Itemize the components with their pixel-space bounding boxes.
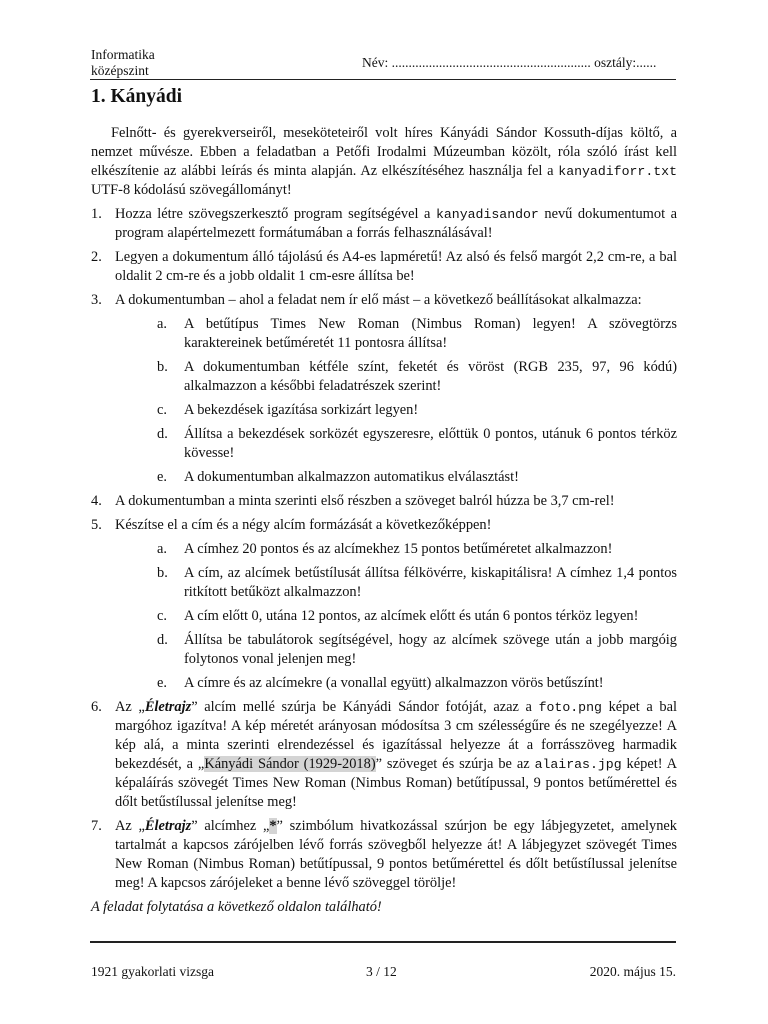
task-number: 1. bbox=[91, 206, 102, 222]
subtask-letter: e. bbox=[157, 675, 167, 691]
subheading-reference: Életrajz bbox=[144, 699, 192, 715]
task-text-part: ” szöveget és szúrja be az bbox=[375, 756, 535, 772]
subtask-5c bbox=[91, 607, 677, 626]
asterisk-symbol: * bbox=[269, 818, 277, 834]
subtask-text: A betűtípus Times New Roman (Nimbus Roman) legyen! A szövegtörzs karaktereinek betűméretét 11 pontosra állítsa! bbox=[184, 316, 677, 351]
subtask-letter: a. bbox=[157, 541, 167, 557]
subtask-letter: b. bbox=[157, 359, 168, 375]
task-number: 6. bbox=[91, 699, 102, 715]
task-text: A dokumentumban – ahol a feladat nem ír elő mást – a következő beállításokat alkalmazza: bbox=[115, 292, 642, 308]
document-filename: kanyadisandor bbox=[435, 207, 539, 222]
task-text: Legyen a dokumentum álló tájolású és A4-es lapméretű! Az alsó és felső margót 2,2 cm-re, a bal oldalit 2 cm-re és a jobb oldalit 1 cm-esre állítsa be! bbox=[115, 249, 677, 284]
header-subject-line2: középszint bbox=[91, 62, 149, 78]
subtask-text: A dokumentumban alkalmazzon automatikus elválasztást! bbox=[184, 469, 519, 485]
footer-page-number: 3 / 12 bbox=[366, 964, 397, 979]
subtask-text: A címre és az alcímekre (a vonallal együtt) alkalmazzon vörös betűszínt! bbox=[184, 675, 604, 691]
task-text: A dokumentumban a minta szerinti első részben a szöveget balról húzza be 3,7 cm-rel! bbox=[115, 493, 615, 509]
task-text-part: Az „ bbox=[115, 818, 145, 834]
task-item-3 bbox=[91, 291, 677, 310]
subtask-5e bbox=[91, 674, 677, 693]
subtask-letter: e. bbox=[157, 469, 167, 485]
intro-text-end: UTF-8 kódolású szövegállományt! bbox=[91, 182, 292, 198]
subtask-letter: d. bbox=[157, 632, 168, 648]
task-number: 7. bbox=[91, 818, 102, 834]
subtask-text: A cím előtt 0, utána 12 pontos, az alcímek előtt és után 6 pontos térköz legyen! bbox=[184, 608, 639, 624]
task-text-part: képet! A képaláírás szövegét Times New Roman (Nimbus Roman) betűtípussal, 9 pontos betűmérettel és dőlt betűstílussal jelenítse meg! bbox=[115, 756, 678, 810]
subheading-reference: Életrajz bbox=[144, 818, 192, 834]
subtask-letter: a. bbox=[157, 316, 167, 332]
task-number: 2. bbox=[91, 249, 102, 265]
continuation-note: A feladat folytatása a következő oldalon található! bbox=[91, 899, 382, 915]
task-item-1 bbox=[91, 205, 677, 243]
subtask-3b bbox=[91, 358, 677, 396]
task-text-part: ” alcím mellé szúrja be Kányádi Sándor fotóját, azaz a bbox=[191, 699, 539, 715]
subtask-text: A bekezdések igazítása sorkizárt legyen! bbox=[184, 402, 419, 418]
subtask-letter: b. bbox=[157, 565, 168, 581]
source-filename: kanyadiforr.txt bbox=[558, 164, 677, 179]
task-number: 4. bbox=[91, 493, 102, 509]
highlighted-text: Kányádi Sándor (1929-2018) bbox=[204, 756, 376, 772]
task-text-part: ” alcímhez „ bbox=[191, 818, 270, 834]
task-number: 5. bbox=[91, 517, 102, 533]
task-text: Készítse el a cím és a négy alcím formázását a következőképpen! bbox=[115, 517, 492, 533]
subtask-letter: c. bbox=[157, 608, 167, 624]
intro-paragraph bbox=[91, 124, 677, 200]
task-number: 3. bbox=[91, 292, 102, 308]
subtask-text: Állítsa be tabulátorok segítségével, hogy az alcímek szövege után a jobb margóig folytonos vonal jelenjen meg! bbox=[184, 632, 677, 667]
subtask-3a bbox=[91, 315, 677, 353]
task-item-2 bbox=[91, 248, 677, 286]
task-item-4 bbox=[91, 492, 677, 511]
subtask-text: A cím, az alcímek betűstílusát állítsa félkövérre, kiskapitálisra! A címhez 1,4 pontos ritkított betűközt alkalmazzon! bbox=[184, 565, 677, 600]
photo-filename: foto.png bbox=[538, 700, 602, 715]
subtask-5d bbox=[91, 631, 677, 669]
subtask-3d bbox=[91, 425, 677, 463]
subtask-3e bbox=[91, 468, 677, 487]
task-text bbox=[115, 698, 677, 812]
subtask-5b bbox=[91, 564, 677, 602]
task-content bbox=[91, 124, 677, 898]
task-text-part: Hozza létre szövegszerkesztő program segítségével a bbox=[115, 206, 436, 222]
header-subject bbox=[91, 47, 155, 78]
page-title: 1. Kányádi bbox=[91, 86, 183, 107]
subtask-letter: d. bbox=[157, 426, 168, 442]
task-text bbox=[115, 817, 677, 893]
subtask-5a bbox=[91, 540, 677, 559]
subtask-letter: c. bbox=[157, 402, 167, 418]
task-item-5 bbox=[91, 516, 677, 535]
header-name-field: Név: ........................................................... osztály:...... bbox=[362, 55, 657, 70]
task-text-part: ” szimbólum hivatkozással szúrjon be egy lábjegyzetet, amelynek tartalmát a kapcsos zárójelben lévő forrás szövegből helyezze át! A lábjegyzet szövegét Times New Roman (Nimbus Roman) betűtípussal, 9 pontos betűmérettel és dőlt betűstílussal jelenítse meg! A kapcsos zárójeleket a benne lévő szöveggel törölje! bbox=[115, 818, 677, 891]
task-text-part: nevű dokumentumot a program alapértelmezett formátumában a forrás felhasználásával! bbox=[115, 206, 677, 241]
task-text bbox=[115, 205, 677, 243]
subtask-3c bbox=[91, 401, 677, 420]
subtask-text: A címhez 20 pontos és az alcímekhez 15 pontos betűméretet alkalmazzon! bbox=[184, 541, 613, 557]
subtask-text: A dokumentumban kétféle színt, feketét és vöröst (RGB 235, 97, 96 kódú) alkalmazzon a későbbi feladatrészek szerint! bbox=[184, 359, 677, 394]
footer-divider bbox=[90, 941, 676, 943]
task-text-part: képet a bal margóhoz igazítva! A kép méretét arányosan módosítsa 3 cm szélességűre és ne szegélyezze! A kép alá, a minta szerinti elrendezéssel és igazítással helyezze át a forrásszöveg harmadik bekezdését, a „ bbox=[115, 699, 678, 772]
header-divider bbox=[90, 79, 676, 80]
footer-exam-code: 1921 gyakorlati vizsga bbox=[91, 964, 214, 979]
header-subject-line1: Informatika bbox=[91, 47, 155, 62]
footer-date: 2020. május 15. bbox=[589, 964, 676, 979]
intro-text: Felnőtt- és gyerekverseiről, meseköteteiről volt híres Kányádi Sándor Kossuth-díjas költő, a nemzet művésze. Ebben a feladatban a Petőfi Irodalmi Múzeumban közölt, róla szóló írást kell elkészítenie az alábbi leírás és minta alapján. Az elkészítéséhez használja fel a bbox=[91, 125, 677, 179]
subtask-text: Állítsa a bekezdések sorközét egyszeresre, előttük 0 pontos, utánuk 6 pontos térköz kövesse! bbox=[184, 426, 677, 461]
signature-filename: alairas.jpg bbox=[534, 757, 622, 772]
task-item-7 bbox=[91, 817, 677, 893]
task-text-part: Az „ bbox=[115, 699, 145, 715]
task-item-6 bbox=[91, 698, 677, 812]
